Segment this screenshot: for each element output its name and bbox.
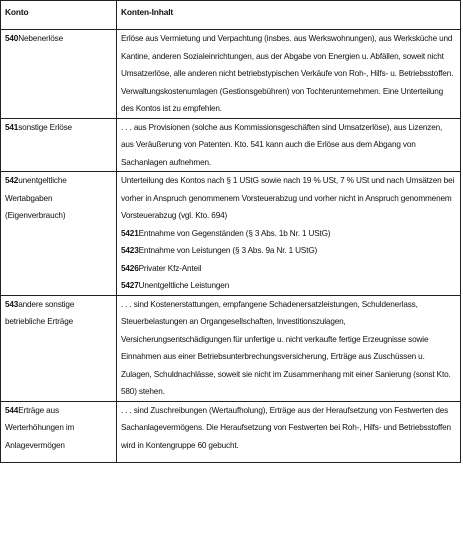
description-cell: [117, 118, 461, 172]
subaccount-text: Unentgeltliche Leistungen: [138, 281, 230, 290]
account-description: . . . sind Zuschreibungen (Wertaufholung), Erträge aus der Heraufsetzung von Festwerten des Sachanlagevermögens. Die Heraufsetzung von Festwerten bei Roh-, Hilfs- und Betriebsstoffen wird in Kontengruppe 60 gebucht.: [121, 405, 451, 450]
subaccount-item: [121, 242, 456, 260]
account-cell: [1, 295, 117, 401]
cell-spacer: [121, 454, 456, 462]
account-cell: [1, 118, 117, 172]
subaccount-text: Entnahme von Leistungen (§ 3 Abs. 9a Nr. 1 UStG): [138, 246, 318, 255]
subaccount-number: 5427: [121, 281, 139, 290]
account-description: . . . aus Provisionen (solche aus Kommissionsgeschäften sind Umsatzerlöse), aus Lizenzen, aus Veräußerung von Patenten. Kto. 541 kann auch die Erlöse aus dem Abgang von Sachanlagen aufnehmen.: [121, 122, 443, 167]
table-row-540: [1, 30, 461, 119]
subaccount-number: 5423: [121, 246, 139, 255]
account-name: Erträge aus Werterhöhungen im Anlagevermögen: [5, 405, 75, 450]
account-name: unentgeltliche Wertabgaben (Eigenverbrauch): [5, 176, 67, 220]
account-description: Unterteilung des Kontos nach § 1 UStG sowie nach 19 % USt, 7 % USt und nach Umsätzen bei vorher in Anspruch genommenem Vorsteuerabzug und vorher nicht in Anspruch genommenem Vorsteuerabzug (vgl. Kto. 694): [121, 176, 455, 220]
table-header-row: [1, 1, 461, 30]
subaccount-item: [121, 260, 456, 278]
description-cell: [117, 295, 461, 401]
subaccount-number: 5421: [121, 228, 139, 238]
subaccount-number: 5426: [121, 263, 139, 273]
subaccount-text: Privater Kfz-Anteil: [138, 263, 202, 273]
table-row-541: [1, 118, 461, 172]
account-number: 541: [5, 122, 19, 132]
account-name: Nebenerlöse: [18, 34, 63, 43]
table-row-543: [1, 295, 461, 401]
account-number: 540: [5, 34, 19, 43]
description-cell: [117, 172, 461, 296]
header-content: Konten-Inhalt: [117, 1, 461, 30]
account-number: 543: [5, 299, 19, 309]
header-account: Konto: [1, 1, 117, 30]
account-name: sonstige Erlöse: [18, 122, 72, 132]
account-number: 542: [5, 176, 19, 185]
account-cell: [1, 401, 117, 463]
subaccount-text: Entnahme von Gegenständen (§ 3 Abs. 1b Nr. 1 UStG): [138, 228, 331, 238]
subaccount-item: [121, 277, 456, 295]
account-cell: [1, 30, 117, 119]
description-cell: [117, 401, 461, 463]
account-description: . . . sind Kostenerstattungen, empfangene Schadenersatzleistungen, Schuldenerlass, Steuerbelastungen an Organgesellschaften, Investitionszulagen, Versicherungsentschädigungen für unfertige u. nicht verkaufte fertige Erzeugnisse sowie Einnahmen aus einer Betriebsunterbrechungsversicherung, Erträge aus Zuschüssen u. Zulagen, Schuldnachlässe, soweit sie nicht im Zusammenhang mit einer Sanierung (sonst Kto. 580) stehen.: [121, 299, 451, 396]
account-description: Erlöse aus Vermietung und Verpachtung (insbes. aus Werkswohnungen), aus Werksküche und Kantine, anderen Sozialeinrichtungen, aus der Abgabe von Energien u. Abfällen, soweit nicht Umsatzerlöse, alle anderen nicht betriebstypischen Verkäufe von Roh-, Hilfs- u. Betriebsstoffen. Verwaltungskostenumlagen (Gestionsgebühren) von Tochterunternehmen. Eine Unterteilung des Kontos ist zu empfehlen.: [121, 34, 454, 113]
subaccount-item: [121, 225, 456, 243]
table-row-542: [1, 172, 461, 296]
account-name: andere sonstige betriebliche Erträge: [5, 299, 75, 326]
account-number: 544: [5, 405, 19, 415]
account-cell: [1, 172, 117, 296]
description-cell: [117, 30, 461, 119]
table-row-544: [1, 401, 461, 463]
